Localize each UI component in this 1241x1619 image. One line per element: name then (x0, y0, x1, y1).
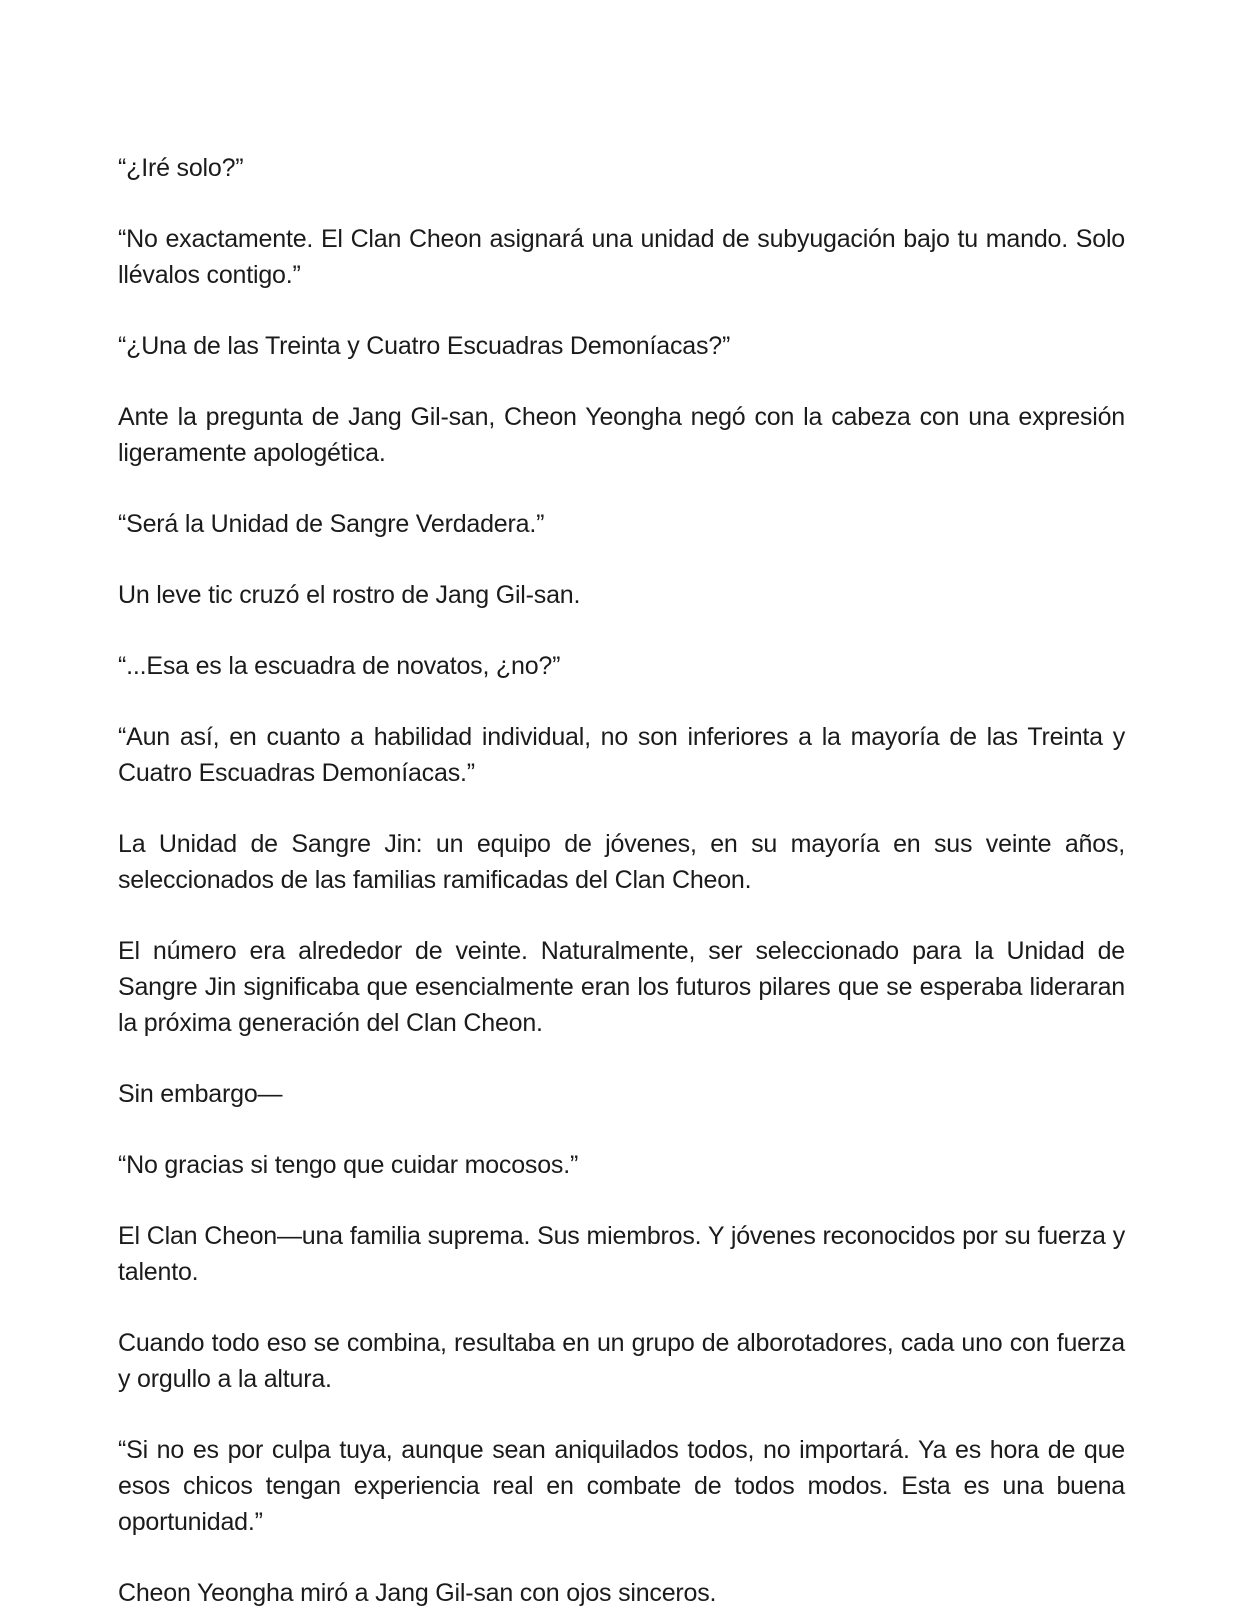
paragraph-narration: El número era alrededor de veinte. Naturalmente, ser seleccionado para la Unidad de Sangre Jin significaba que esencialmente eran los futuros pilares que se esperaba lideraran la próxima generación del Clan Cheon. (118, 937, 1125, 1037)
paragraph-dialogue: “...Esa es la escuadra de novatos, ¿no?” (118, 652, 561, 680)
paragraph-narration: Cuando todo eso se combina, resultaba en un grupo de alborotadores, cada uno con fuerza y orgullo a la altura. (118, 1329, 1125, 1393)
paragraph-dialogue: “Aun así, en cuanto a habilidad individual, no son inferiores a la mayoría de las Treinta y Cuatro Escuadras Demoníacas.” (118, 723, 1125, 787)
paragraph-dialogue: “No gracias si tengo que cuidar mocosos.” (118, 1151, 579, 1179)
paragraph-dialogue: “No exactamente. El Clan Cheon asignará una unidad de subyugación bajo tu mando. Solo llévalos contigo.” (118, 225, 1125, 289)
paragraph-narration: Ante la pregunta de Jang Gil-san, Cheon Yeongha negó con la cabeza con una expresión ligeramente apologética. (118, 403, 1125, 467)
paragraph-narration: Un leve tic cruzó el rostro de Jang Gil-san. (118, 581, 581, 609)
paragraph-narration: Sin embargo— (118, 1080, 283, 1108)
paragraph-dialogue: “¿Iré solo?” (118, 154, 244, 182)
paragraph-dialogue: “Si no es por culpa tuya, aunque sean aniquilados todos, no importará. Ya es hora de que esos chicos tengan experiencia real en combate de todos modos. Esta es una buena oportunidad.” (118, 1436, 1125, 1536)
paragraph-narration: La Unidad de Sangre Jin: un equipo de jóvenes, en su mayoría en sus veinte años, seleccionados de las familias ramificadas del Clan Cheon. (118, 830, 1125, 894)
paragraph-narration: Cheon Yeongha miró a Jang Gil-san con ojos sinceros. (118, 1579, 717, 1607)
paragraph-dialogue: “¿Una de las Treinta y Cuatro Escuadras Demoníacas?” (118, 332, 731, 360)
paragraph-dialogue: “Será la Unidad de Sangre Verdadera.” (118, 510, 545, 538)
paragraph-narration: El Clan Cheon—una familia suprema. Sus miembros. Y jóvenes reconocidos por su fuerza y talento. (118, 1222, 1125, 1286)
document-body (118, 150, 1125, 1611)
